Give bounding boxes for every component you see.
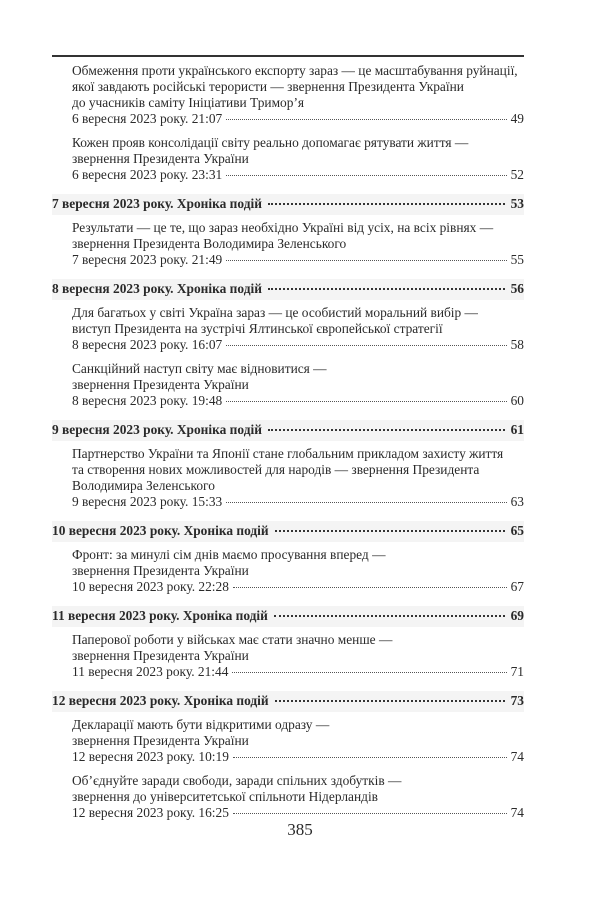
section-title: 10 вересня 2023 року. Хроніка подій xyxy=(52,523,269,538)
entry-title-line: Обмеження проти українського експорту зараз — це масштабування руйнації, xyxy=(72,63,518,78)
toc-entry[interactable] xyxy=(52,717,524,765)
entry-date: 8 вересня 2023 року. 16:07 xyxy=(72,337,223,352)
entry-title-line: звернення Президента України xyxy=(72,648,249,663)
toc-section-heading[interactable] xyxy=(52,194,524,215)
entry-date: 10 вересня 2023 року. 22:28 xyxy=(72,579,229,594)
entry-title-line: до учасників саміту Ініціативи Тримор’я xyxy=(72,95,305,110)
dot-leader xyxy=(274,615,505,617)
toc-entry[interactable] xyxy=(52,361,524,409)
entry-date-line xyxy=(72,749,524,765)
entry-date-line xyxy=(72,664,524,680)
toc-entry[interactable] xyxy=(52,547,524,595)
dot-leader xyxy=(232,672,506,673)
dot-leader xyxy=(268,203,505,205)
toc-entry[interactable] xyxy=(52,220,524,268)
entry-page-number: 74 xyxy=(510,805,524,820)
dot-leader xyxy=(268,429,505,431)
entry-page-number: 60 xyxy=(510,393,524,408)
section-title: 8 вересня 2023 року. Хроніка подій xyxy=(52,281,262,296)
section-title: 9 вересня 2023 року. Хроніка подій xyxy=(52,422,262,437)
toc-section-heading[interactable] xyxy=(52,420,524,441)
page-number: 385 xyxy=(287,820,313,839)
section-title: 7 вересня 2023 року. Хроніка подій xyxy=(52,196,262,211)
toc-section-heading[interactable] xyxy=(52,521,524,542)
dot-leader xyxy=(226,345,506,346)
entry-page-number: 63 xyxy=(510,494,524,509)
entry-title-line: Партнерство України та Японії стане глобальним прикладом захисту життя xyxy=(72,446,504,461)
section-title: 12 вересня 2023 року. Хроніка подій xyxy=(52,693,269,708)
entry-title-line: Для багатьох у світі Україна зараз — це особистий моральний вибір — xyxy=(72,305,478,320)
entry-title-line: звернення Президента Володимира Зеленського xyxy=(72,236,347,251)
section-page-number: 69 xyxy=(510,608,524,623)
entry-date: 6 вересня 2023 року. 23:31 xyxy=(72,167,223,182)
dot-leader xyxy=(275,530,505,532)
section-page-number: 65 xyxy=(510,523,524,538)
toc-entry[interactable] xyxy=(52,446,524,510)
dot-leader xyxy=(226,401,506,402)
entry-date: 12 вересня 2023 року. 10:19 xyxy=(72,749,229,764)
dot-leader xyxy=(226,260,506,261)
entry-page-number: 74 xyxy=(510,749,524,764)
dot-leader xyxy=(268,288,505,290)
entry-date-line xyxy=(72,337,524,353)
entry-page-number: 67 xyxy=(510,579,524,594)
entry-title-line: Кожен прояв консолідації світу реально допомагає рятувати життя — xyxy=(72,135,469,150)
entry-date-line xyxy=(72,494,524,510)
section-page-number: 53 xyxy=(510,196,524,211)
entry-title-line: виступ Президента на зустрічі Ялтинської європейської стратегії xyxy=(72,321,443,336)
entry-date: 7 вересня 2023 року. 21:49 xyxy=(72,252,223,267)
entry-page-number: 58 xyxy=(510,337,524,352)
entry-title-line: звернення Президента України xyxy=(72,151,249,166)
entry-title-line: Об’єднуйте заради свободи, заради спільних здобутків — xyxy=(72,773,402,788)
toc-entry[interactable] xyxy=(52,305,524,353)
entry-date-line xyxy=(72,252,524,268)
entry-date-line xyxy=(72,393,524,409)
entry-title-line: звернення до університетської спільноти Нідерландів xyxy=(72,789,378,804)
entry-date: 8 вересня 2023 року. 19:48 xyxy=(72,393,223,408)
entry-page-number: 52 xyxy=(510,167,524,182)
section-page-number: 73 xyxy=(510,693,524,708)
entry-date-line xyxy=(72,805,524,821)
entry-title-line: Декларації мають бути відкритими одразу — xyxy=(72,717,330,732)
entry-date-line xyxy=(72,111,524,127)
entry-date: 9 вересня 2023 року. 15:33 xyxy=(72,494,223,509)
entry-date: 12 вересня 2023 року. 16:25 xyxy=(72,805,229,820)
entry-date: 6 вересня 2023 року. 21:07 xyxy=(72,111,223,126)
dot-leader xyxy=(233,587,507,588)
entry-title-line: звернення Президента України xyxy=(72,563,249,578)
toc-entry[interactable] xyxy=(52,773,524,821)
table-of-contents xyxy=(52,63,524,821)
entry-date: 11 вересня 2023 року. 21:44 xyxy=(72,664,229,679)
toc-entry[interactable] xyxy=(52,135,524,183)
dot-leader xyxy=(233,757,507,758)
entry-title-line: звернення Президента України xyxy=(72,733,249,748)
entry-date-line xyxy=(72,167,524,183)
dot-leader xyxy=(233,813,507,814)
section-title: 11 вересня 2023 року. Хроніка подій xyxy=(52,608,268,623)
entry-title-line: Паперової роботи у військах має стати значно менше — xyxy=(72,632,393,647)
entry-title-line: та створення нових можливостей для народів — звернення Президента xyxy=(72,462,480,477)
entry-date-line xyxy=(72,579,524,595)
toc-section-heading[interactable] xyxy=(52,606,524,627)
dot-leader xyxy=(226,502,506,503)
toc-section-heading[interactable] xyxy=(52,691,524,712)
toc-section-heading[interactable] xyxy=(52,279,524,300)
toc-entry[interactable] xyxy=(52,63,524,127)
dot-leader xyxy=(226,175,506,176)
dot-leader xyxy=(226,119,506,120)
toc-entry[interactable] xyxy=(52,632,524,680)
section-page-number: 61 xyxy=(510,422,524,437)
entry-title-line: якої завдають російські терористи — звернення Президента України xyxy=(72,79,464,94)
entry-title-line: Володимира Зеленського xyxy=(72,478,215,493)
entry-title-line: Фронт: за минулі сім днів маємо просування вперед — xyxy=(72,547,386,562)
entry-title-line: звернення Президента України xyxy=(72,377,249,392)
header-rule xyxy=(52,55,524,57)
entry-page-number: 55 xyxy=(510,252,524,267)
section-page-number: 56 xyxy=(510,281,524,296)
entry-title-line: Санкційний наступ світу має відновитися — xyxy=(72,361,327,376)
entry-title-line: Результати — це те, що зараз необхідно Україні від усіх, на всіх рівнях — xyxy=(72,220,494,235)
dot-leader xyxy=(275,700,505,702)
entry-page-number: 49 xyxy=(510,111,524,126)
entry-page-number: 71 xyxy=(510,664,524,679)
